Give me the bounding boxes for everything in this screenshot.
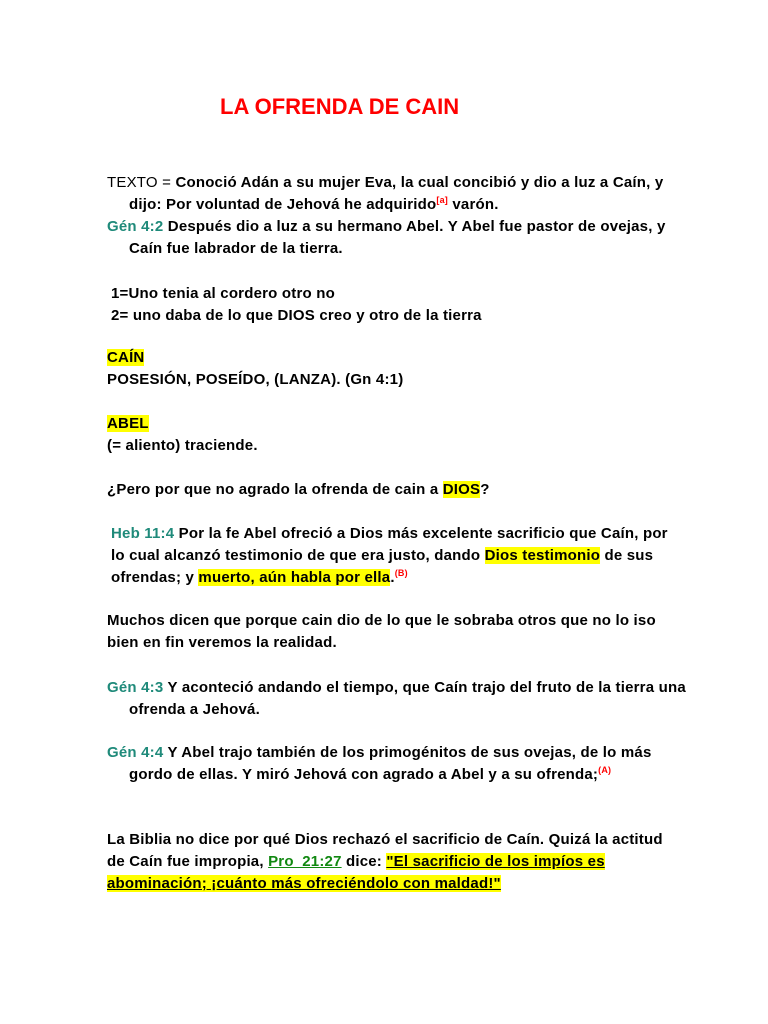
gen44-ref[interactable]: Gén 4:4: [107, 744, 164, 761]
footnote-a2[interactable]: (A): [598, 765, 612, 775]
footnote-b[interactable]: (B): [394, 568, 408, 578]
question-post: ?: [480, 481, 490, 498]
gen44-text: Y Abel trajo también de los primogénitos de sus ovejas, de lo más gordo de ellas. Y miró Jehová con agrado a Abel y a su ofrenda;: [129, 744, 652, 783]
abel-head: ABEL: [107, 415, 149, 432]
heb-t2: de sus ofrendas; y: [111, 547, 654, 586]
footnote-a[interactable]: [a]: [436, 195, 449, 205]
heb-hl1: Dios testimonio: [484, 547, 601, 564]
muchos-paragraph: Muchos dicen que porque cain dio de lo que le sobraba otros que no lo iso bien en fin veremos la realidad.: [107, 612, 656, 651]
final-paragraph: [107, 829, 667, 895]
point-1: 1=Uno tenia al cordero otro no: [111, 285, 335, 302]
heb-hl2: muerto, aún habla por ella: [198, 569, 391, 586]
cain-head: CAÍN: [107, 349, 145, 366]
abel-desc: (= aliento) traciende.: [107, 437, 258, 454]
final-t2: dice:: [341, 853, 387, 870]
cain-desc: POSESIÓN, POSEÍDO, (LANZA). (Gn 4:1): [107, 371, 404, 388]
final-t1: La Biblia no dice por qué Dios rechazó el sacrificio de Caín. Quizá la actitud de Caín fue impropia,: [107, 831, 663, 870]
heb-t3: .: [390, 569, 395, 586]
question-pre: ¿Pero por que no agrado la ofrenda de cain a: [107, 481, 443, 498]
pro-21-27-link[interactable]: Pro_21:27: [268, 853, 342, 870]
heb-t1: Por la fe Abel ofreció a Dios más excelente sacrificio que Caín, por lo cual alcanzó testimonio de que era justo, dando: [111, 525, 668, 564]
cain-heading: [107, 347, 667, 369]
heb-ref[interactable]: Heb 11:4: [111, 525, 175, 542]
texto-line1: Conoció Adán a su mujer Eva, la cual concibió y dio a luz a Caín, y dijo: Por voluntad de Jehová he adquirido: [129, 174, 664, 213]
point-2: 2= uno daba de lo que DIOS creo y otro de la tierra: [111, 307, 482, 324]
texto-label: TEXTO =: [107, 174, 176, 191]
gen44-paragraph: [107, 742, 689, 786]
gen43-text: Y aconteció andando el tiempo, que Caín trajo del fruto de la tierra una ofrenda a Jehová.: [129, 679, 686, 718]
gen43-ref[interactable]: Gén 4:3: [107, 679, 164, 696]
texto-paragraph: [107, 172, 689, 216]
page-title: LA OFRENDA DE CAIN: [220, 94, 460, 119]
heb-paragraph: [111, 523, 671, 589]
gen43-paragraph: [107, 677, 689, 721]
gen42-text: Después dio a luz a su hermano Abel. Y Abel fue pastor de ovejas, y Caín fue labrador de la tierra.: [129, 218, 666, 257]
abel-heading: [107, 413, 667, 435]
texto-line1-end: varón.: [448, 196, 499, 213]
question-hl: DIOS: [442, 481, 481, 498]
final-quote: "El sacrificio de los impíos es abominación; ¡cuánto más ofreciéndolo con maldad!": [107, 853, 605, 892]
question: [107, 479, 667, 501]
gen42-ref[interactable]: Gén 4:2: [107, 218, 164, 235]
gen42-paragraph: [107, 216, 689, 260]
